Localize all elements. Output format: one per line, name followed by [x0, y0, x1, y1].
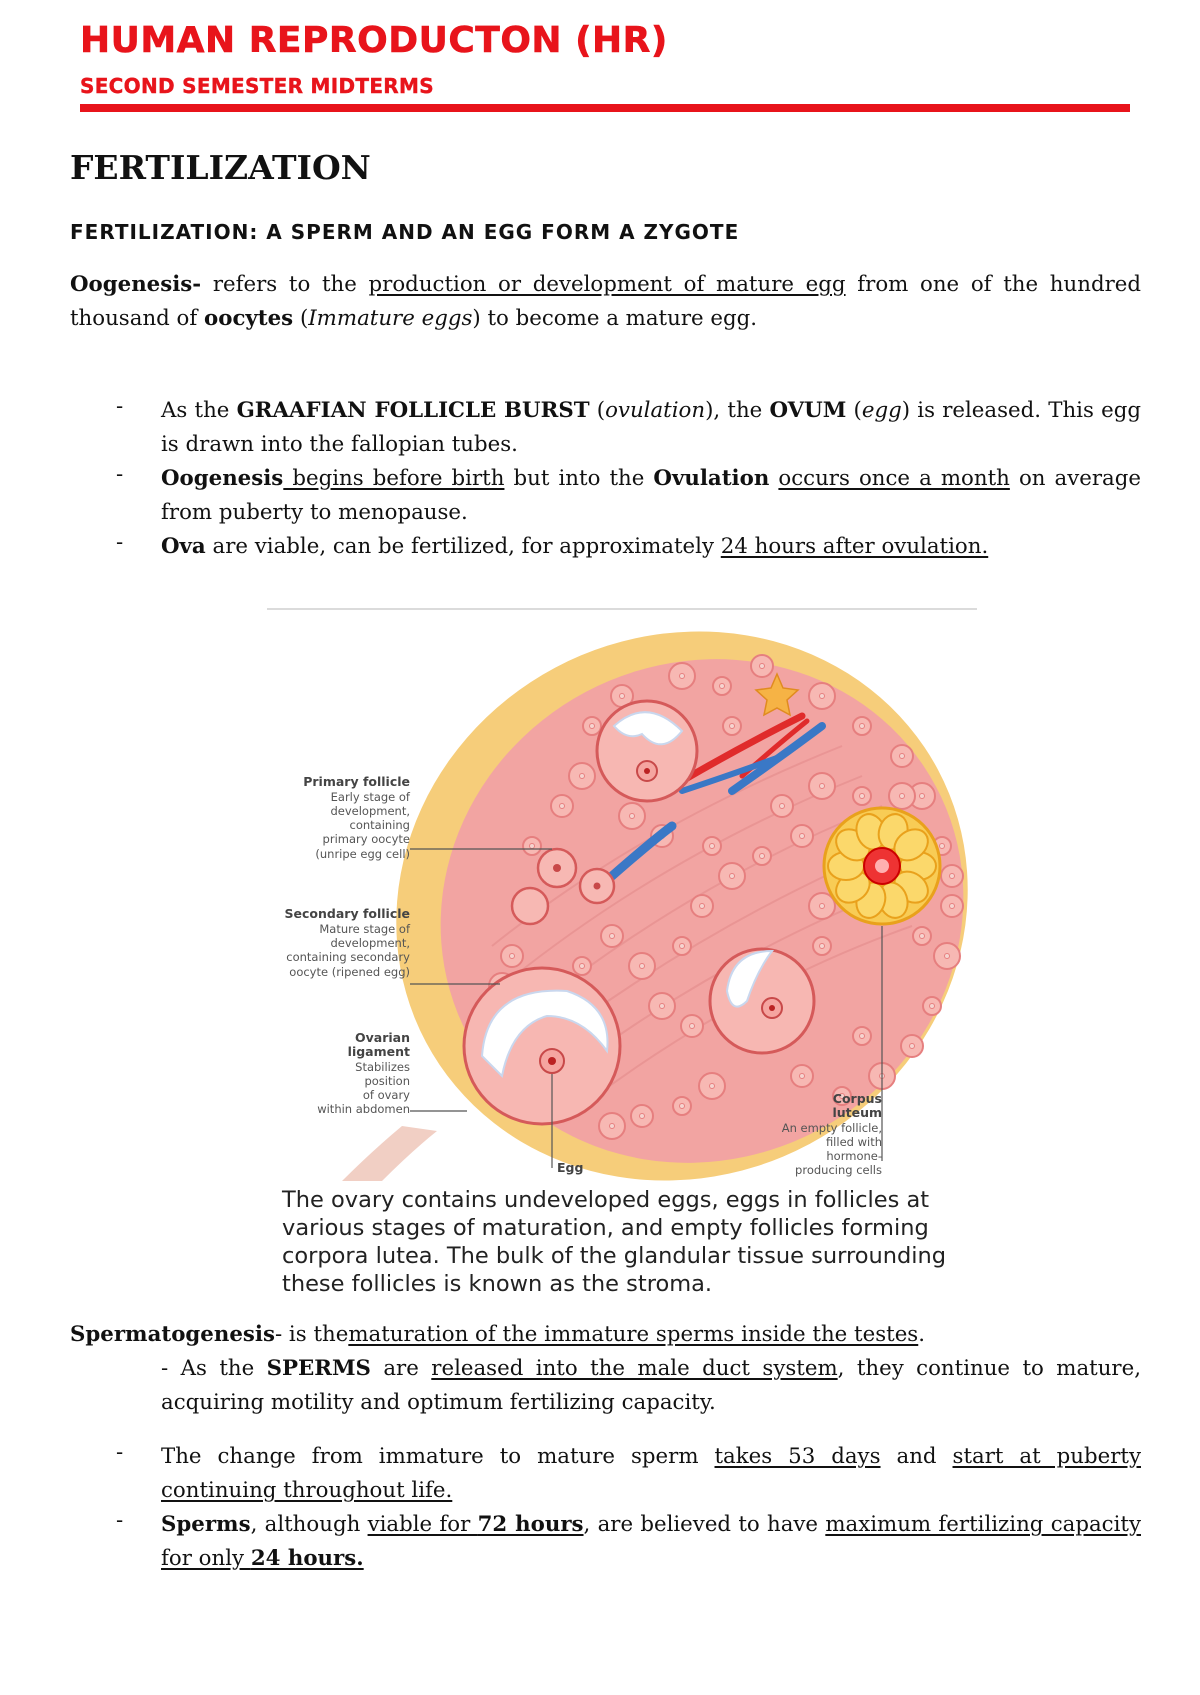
- ovarian-ligament-shape: [342, 1126, 437, 1181]
- corpus-luteum-shape: [824, 808, 940, 924]
- spermatogenesis-paragraph: [70, 1318, 1141, 1420]
- document-title: HUMAN REPRODUCTON (HR): [80, 20, 668, 61]
- bold-text: Sperms: [161, 1512, 251, 1537]
- bold-text: Ovulation: [653, 466, 770, 491]
- primary-desc-line: (unripe egg cell): [315, 847, 410, 861]
- secondary-desc-line: containing secondary: [286, 950, 410, 964]
- text-run: ), the: [705, 398, 770, 423]
- spermatogenesis-term: Spermatogenesis: [70, 1322, 275, 1347]
- figure-caption: [282, 1186, 1002, 1298]
- bullet-sperm-viability: [161, 1508, 1141, 1576]
- corpus-luteum-label: Corpus: [832, 1091, 882, 1106]
- corpus-desc-line: filled with: [825, 1135, 882, 1149]
- text-run: .: [918, 1322, 926, 1347]
- section-subheading: FERTILIZATION: A SPERM AND AN EGG FORM A ZYGOTE: [70, 220, 740, 244]
- ovarian-ligament-label: ligament: [347, 1044, 410, 1059]
- text-run: viable for: [367, 1512, 478, 1537]
- underlined-text: occurs once a month: [778, 466, 1010, 491]
- primary-desc-line: primary oocyte: [322, 832, 410, 846]
- bold-text: OVUM: [769, 398, 847, 423]
- header-divider: [80, 104, 1130, 112]
- text-run: from one of the hundred thousand of: [70, 272, 1142, 331]
- oogenesis-paragraph: [70, 268, 1141, 336]
- primary-desc-line: containing: [349, 818, 410, 832]
- secondary-follicle-label: Secondary follicle: [284, 906, 410, 921]
- secondary-desc-line: development,: [330, 936, 410, 950]
- bullet-sperm-maturation: [161, 1440, 1141, 1508]
- underlined-text: [368, 1512, 584, 1537]
- ligament-desc-line: of ovary: [362, 1088, 410, 1102]
- italic-text: Immature eggs: [308, 306, 473, 331]
- bold-text: SPERMS: [266, 1356, 371, 1381]
- text-run: (: [589, 398, 606, 423]
- text-run: are viable, can be fertilized, for approximately: [205, 534, 721, 559]
- bold-text: Ova: [161, 534, 206, 559]
- text-run: (: [293, 306, 309, 331]
- ovary-figure: [262, 606, 982, 1190]
- egg-label: Egg: [557, 1160, 584, 1175]
- corpus-desc-line: hormone-: [826, 1149, 882, 1163]
- ligament-desc-line: position: [364, 1074, 410, 1088]
- bold-text: 72 hours: [477, 1512, 584, 1537]
- bullet-dash: -: [116, 1508, 124, 1533]
- text-run: - is the: [274, 1322, 349, 1347]
- underlined-text: start at puberty continuing throughout life.: [161, 1444, 1141, 1503]
- text-run: ) to become a mature egg.: [472, 306, 758, 331]
- primary-desc-line: Early stage of: [330, 790, 410, 804]
- section-heading: FERTILIZATION: [70, 148, 371, 187]
- caption-line: these follicles is known as the stroma.: [282, 1271, 713, 1297]
- text-run: but into the: [504, 466, 654, 491]
- text-run: As the: [161, 398, 237, 423]
- text-run: refers to the: [201, 272, 369, 297]
- secondary-desc-line: oocyte (ripened egg): [289, 965, 410, 979]
- bullet-oogenesis-birth: [161, 462, 1141, 530]
- corpus-desc-line: producing cells: [795, 1163, 882, 1177]
- underlined-text: production or development of mature egg: [368, 272, 846, 297]
- text-run: - As the: [161, 1356, 267, 1381]
- bullet-dash: -: [116, 530, 124, 555]
- text-run: , they continue to mature, acquiring motility and optimum fertilizing capacity.: [161, 1356, 1141, 1415]
- secondary-desc-line: Mature stage of: [319, 922, 410, 936]
- ligament-desc-line: within abdomen: [317, 1102, 410, 1116]
- text-run: , although: [250, 1512, 368, 1537]
- underlined-text: released into the male duct system: [431, 1356, 838, 1381]
- bullet-dash: -: [116, 1440, 124, 1465]
- caption-line: The ovary contains undeveloped eggs, eggs in follicles at: [282, 1187, 930, 1213]
- text-run: , are believed to have: [583, 1512, 826, 1537]
- bullet-graafian: [161, 394, 1141, 462]
- spermatogenesis-continuation: [70, 1352, 1141, 1420]
- bullet-ova-viable: [161, 530, 1141, 564]
- corpus-luteum-label: luteum: [832, 1105, 882, 1120]
- bullet-dash: -: [116, 394, 124, 419]
- underlined-text: maturation of the immature sperms inside the testes: [348, 1322, 919, 1347]
- bold-text: Oogenesis: [161, 466, 284, 491]
- bold-text: oocytes: [204, 306, 294, 331]
- text-run: and: [880, 1444, 953, 1469]
- ovary-illustration: [262, 606, 982, 1186]
- document-subtitle: SECOND SEMESTER MIDTERMS: [80, 74, 434, 98]
- corpus-desc-line: An empty follicle,: [781, 1121, 882, 1135]
- text-run: (: [846, 398, 862, 423]
- text-run: ) is released. This egg is drawn into the fallopian tubes.: [161, 398, 1141, 457]
- caption-line: various stages of maturation, and empty follicles forming: [282, 1215, 929, 1241]
- caption-line: corpora lutea. The bulk of the glandular tissue surrounding: [282, 1243, 947, 1269]
- underlined-text: begins before birth: [283, 466, 505, 491]
- underlined-text: 24 hours after ovulation.: [720, 534, 989, 559]
- primary-desc-line: development,: [330, 804, 410, 818]
- ligament-desc-line: Stabilizes: [355, 1060, 410, 1074]
- ovarian-ligament-label: Ovarian: [355, 1030, 410, 1045]
- bold-text: 24 hours.: [250, 1546, 364, 1571]
- text-run: The change from immature to mature sperm: [161, 1444, 715, 1469]
- bullet-dash: -: [116, 462, 124, 487]
- italic-text: egg: [861, 398, 902, 423]
- text-run: are: [370, 1356, 432, 1381]
- bold-text: GRAAFIAN FOLLICLE BURST: [236, 398, 590, 423]
- oogenesis-term: Oogenesis-: [70, 272, 202, 297]
- text-run: on average from puberty to menopause.: [161, 466, 1141, 525]
- underlined-text: takes 53 days: [714, 1444, 881, 1469]
- primary-follicle-label: Primary follicle: [303, 774, 410, 789]
- italic-text: ovulation: [605, 398, 706, 423]
- text-run: maximum fertilizing capacity for only: [161, 1512, 1141, 1571]
